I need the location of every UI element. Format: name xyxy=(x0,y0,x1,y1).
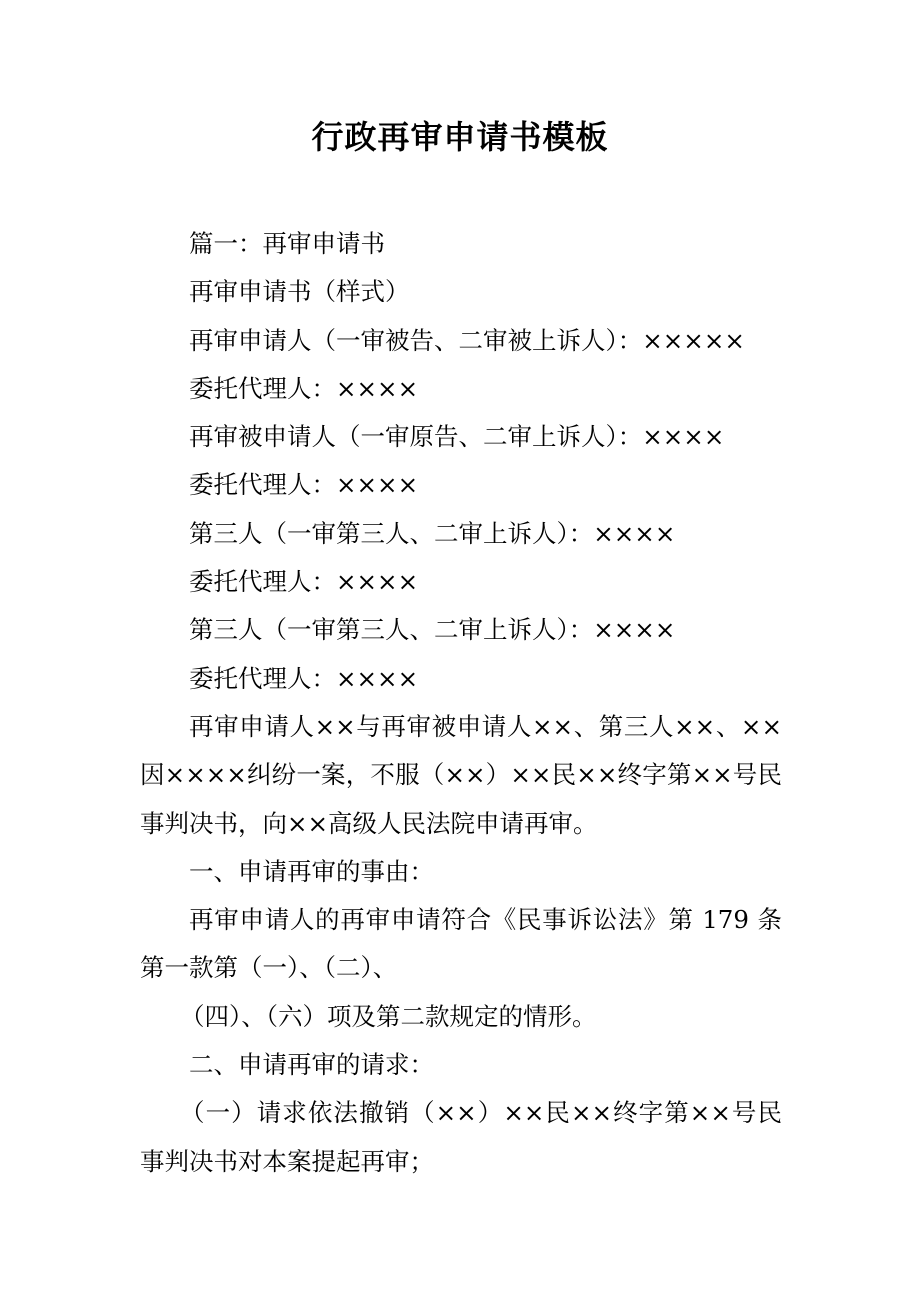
paragraph-reasons-continued: （四）、（六）项及第二款规定的情形。 xyxy=(180,1001,597,1031)
paragraph-requests-heading: 二、申请再审的请求： xyxy=(189,1050,434,1080)
paragraph-third-party-2-agent: 委托代理人：×××× xyxy=(189,663,419,693)
paragraph-applicant-agent: 委托代理人：×××× xyxy=(189,373,419,403)
paragraph-reasons-body: 再审申请人的再审申请符合《民事诉讼法》第 179 条第一款第（一）、（二）、 xyxy=(140,905,782,983)
paragraph-third-party-1-agent: 委托代理人：×××× xyxy=(189,567,419,597)
paragraph-respondent: 再审被申请人（一审原告、二审上诉人）：×××× xyxy=(189,422,725,452)
paragraph-third-party-2: 第三人（一审第三人、二审上诉人）：×××× xyxy=(189,615,676,645)
paragraph-case-statement: 再审申请人××与再审被申请人××、第三人××、××因××××纠纷一案，不服（××）××民××终字第××号民事判决书，向××高级人民法院申请再审。 xyxy=(140,711,782,838)
document-title: 行政再审申请书模板 xyxy=(311,118,609,156)
paragraph-section-heading: 篇一：再审申请书 xyxy=(189,229,385,258)
paragraph-third-party-1: 第三人（一审第三人、二审上诉人）：×××× xyxy=(189,518,676,548)
paragraph-request-1: （一）请求依法撤销（××）××民××终字第××号民事判决书对本案提起再审； xyxy=(140,1098,782,1176)
document-body xyxy=(140,220,782,1186)
paragraph-applicant: 再审申请人（一审被告、二审被上诉人）：××××× xyxy=(189,325,745,355)
paragraph-form-name: 再审申请书（样式） xyxy=(189,277,410,307)
paragraph-respondent-agent: 委托代理人：×××× xyxy=(189,470,419,500)
paragraph-reasons-heading: 一、申请再审的事由： xyxy=(189,856,434,886)
